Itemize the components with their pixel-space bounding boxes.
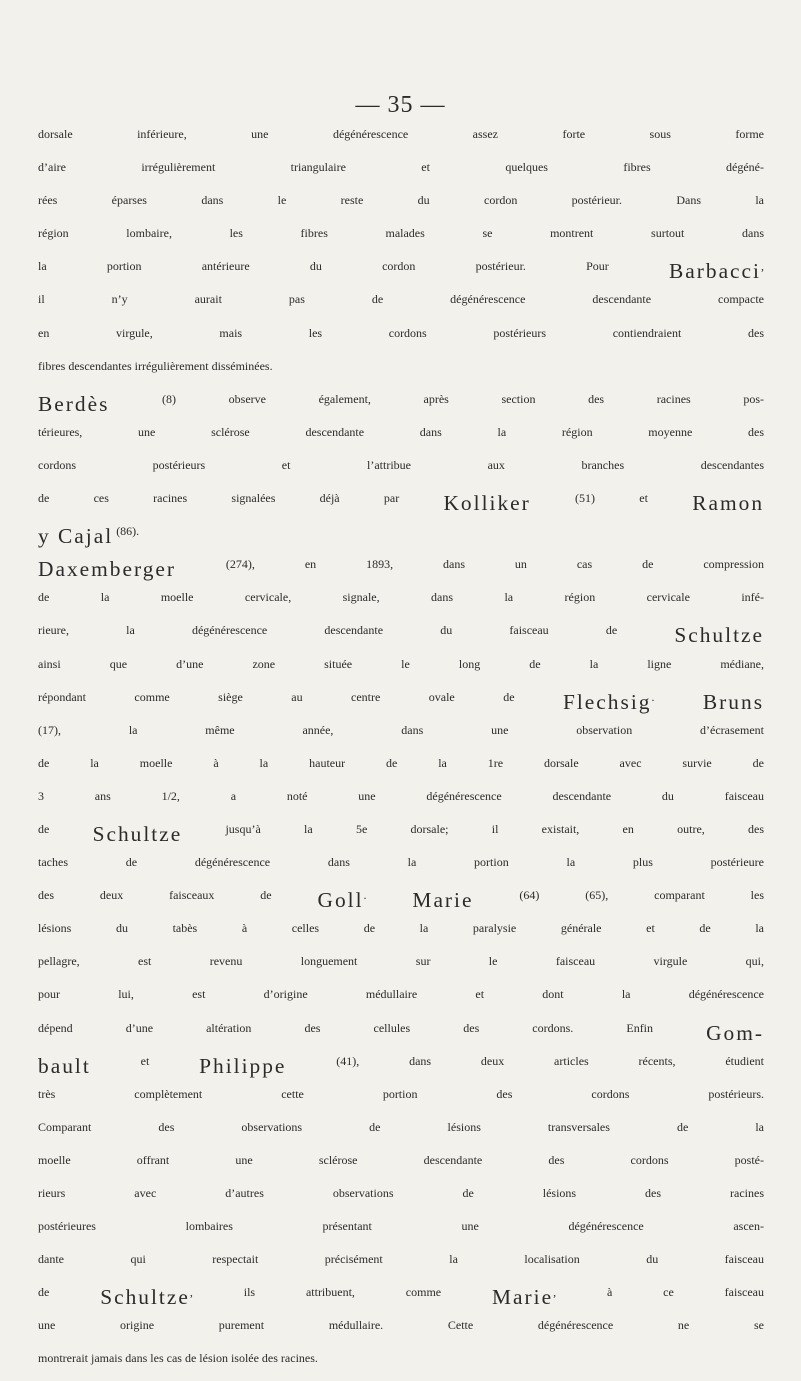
text-run: taches de dégénérescence dans la portion la plus postérieure — [38, 855, 764, 870]
text-run: et — [90, 1053, 200, 1068]
text-run: de la moelle cervicale, signale, dans la région cervicale infé- — [38, 590, 764, 605]
text-line — [38, 1347, 764, 1380]
author-name: y Cajal — [38, 524, 114, 549]
text-run: des deux faisceaux de — [38, 888, 318, 903]
text-line — [38, 983, 764, 1016]
text-run: d’aire irrégulièrement triangulaire et quelques fibres dégéné- — [38, 160, 764, 175]
text-run: rieure, la dégénérescence descendante du faisceau de — [38, 623, 675, 638]
author-name: Marie — [412, 888, 474, 913]
text-run: montrerait jamais dans les cas de lésion isolée des racines. — [38, 1351, 318, 1366]
text-run: jusqu’à la 5 — [182, 821, 362, 836]
text-run: en virgule, mais les cordons postérieurs contiendraient des — [38, 325, 764, 340]
ordinal-superscript: e — [361, 821, 368, 836]
text-run: (41), dans deux articles récents, étudient — [286, 1053, 764, 1068]
text-line — [38, 1149, 764, 1182]
author-name: bault — [38, 1053, 91, 1078]
text-line — [38, 388, 764, 421]
text-run: de la moelle à la hauteur de la 1 — [38, 755, 494, 770]
text-line — [38, 818, 764, 851]
text-run: il n’y aurait pas de dégénérescence descendante compacte — [38, 292, 764, 307]
text-line — [38, 156, 764, 189]
text-run: , ils attribuent, comme — [189, 1285, 492, 1300]
text-line — [38, 686, 764, 719]
text-run: 3 ans 1/2, a noté une dégénérescence descendante du faisceau — [38, 788, 764, 803]
text-line — [38, 288, 764, 321]
author-name: Daxemberger — [38, 557, 177, 582]
text-line — [38, 1281, 764, 1314]
text-run: répondant comme siège au centre ovale de — [38, 689, 563, 704]
text-line — [38, 553, 764, 586]
text-run: moelle offrant une sclérose descendante des cordons posté- — [38, 1152, 764, 1167]
text-line — [38, 752, 764, 785]
text-run: de ces racines signalées déjà par — [38, 491, 444, 506]
text-run: région lombaire, les fibres malades se montrent surtout dans — [38, 226, 764, 241]
text-run: Comparant des observations de lésions transversales de la — [38, 1119, 764, 1134]
text-run: dépend d’une altération des cellules des cordons. Enfin — [38, 1020, 707, 1035]
text-run: la portion antérieure du cordon postérieur. Pour — [38, 259, 669, 274]
text-line — [38, 487, 764, 520]
text-line — [38, 1017, 764, 1050]
text-run: rieurs avec d’autres observations de lésions des racines — [38, 1186, 764, 1200]
text-run: (64) (65), comparant les — [473, 888, 764, 903]
text-line — [38, 917, 764, 950]
ordinal-superscript: re — [493, 755, 504, 770]
text-run: . — [651, 689, 703, 704]
text-line — [38, 1083, 764, 1116]
text-run: (274), en 1893, dans un cas de compression — [176, 557, 764, 572]
text-run: dorsale avec survie de — [503, 755, 764, 770]
text-run: pour lui, est d’origine médullaire et dont la dégénérescence — [38, 987, 764, 1002]
text-run: dante qui respectait précisément la localisation du faisceau — [38, 1252, 764, 1267]
text-run: . — [363, 888, 413, 903]
text-line — [38, 1248, 764, 1281]
text-run: très complètement cette portion des cordons postérieurs. — [38, 1086, 764, 1101]
text-run: dorsale inférieure, une dégénérescence assez forte sous forme — [38, 127, 764, 141]
text-line — [38, 123, 764, 156]
text-run: de — [38, 1285, 101, 1300]
text-run: (8) observe également, après section des racines pos- — [109, 391, 764, 406]
text-run: (86). — [113, 524, 140, 539]
body-text — [38, 123, 764, 1381]
text-line — [38, 851, 764, 884]
author-name: Gom- — [706, 1020, 764, 1045]
text-run: , à ce faisceau — [553, 1285, 764, 1300]
text-run: , — [761, 259, 764, 274]
text-run: de — [38, 821, 93, 836]
author-name: Barbacci — [668, 259, 761, 284]
author-name: Philippe — [199, 1053, 287, 1078]
author-name: Schultze — [92, 821, 183, 846]
text-run: dorsale; il existait, en outre, des — [367, 821, 765, 836]
text-run: cordons postérieurs et l’attribue aux branches descendantes — [38, 457, 764, 472]
author-name: Marie — [492, 1285, 554, 1310]
text-run: postérieures lombaires présentant une dégénérescence ascen- — [38, 1219, 764, 1234]
text-run: lésions du tabès à celles de la paralysie générale et de la — [38, 921, 764, 936]
text-line — [38, 785, 764, 818]
page-number: — 35 — — [355, 92, 446, 118]
text-line — [38, 454, 764, 487]
text-line — [38, 322, 764, 355]
text-line — [38, 884, 764, 917]
text-run: une origine purement médullaire. Cette dégénérescence ne se — [38, 1318, 764, 1333]
text-line — [38, 653, 764, 686]
text-run: pellagre, est revenu longuement sur le faisceau virgule qui, — [38, 954, 764, 969]
author-name: Flechsig — [562, 689, 652, 714]
text-run: térieures, une sclérose descendante dans la région moyenne des — [38, 424, 764, 439]
text-line — [38, 1215, 764, 1248]
text-run: (51) et — [530, 491, 693, 506]
text-line — [38, 189, 764, 222]
text-line — [38, 355, 764, 388]
text-line — [38, 1116, 764, 1149]
text-run: rées éparses dans le reste du cordon postérieur. Dans la — [38, 193, 764, 208]
text-line — [38, 950, 764, 983]
text-line — [38, 719, 764, 752]
text-line — [38, 586, 764, 619]
author-name: Ramon — [692, 491, 765, 516]
text-line — [38, 222, 764, 255]
author-name: Bruns — [702, 689, 765, 714]
text-line — [38, 520, 764, 553]
text-line — [38, 619, 764, 652]
author-name: Schultze — [100, 1285, 190, 1310]
text-line — [38, 421, 764, 454]
author-name: Goll — [317, 888, 364, 913]
text-line — [38, 1182, 764, 1215]
text-line — [38, 1314, 764, 1347]
text-line — [38, 255, 764, 288]
author-name: Schultze — [674, 623, 764, 648]
text-run: (17), la même année, dans une observation d’écrasement — [38, 722, 764, 737]
author-name: Berdès — [38, 391, 110, 416]
author-name: Kolliker — [443, 491, 531, 516]
text-line — [38, 1050, 764, 1083]
text-run: ainsi que d’une zone située le long de la ligne médiane, — [38, 656, 764, 671]
text-run: fibres descendantes irrégulièrement disséminées. — [38, 358, 273, 373]
